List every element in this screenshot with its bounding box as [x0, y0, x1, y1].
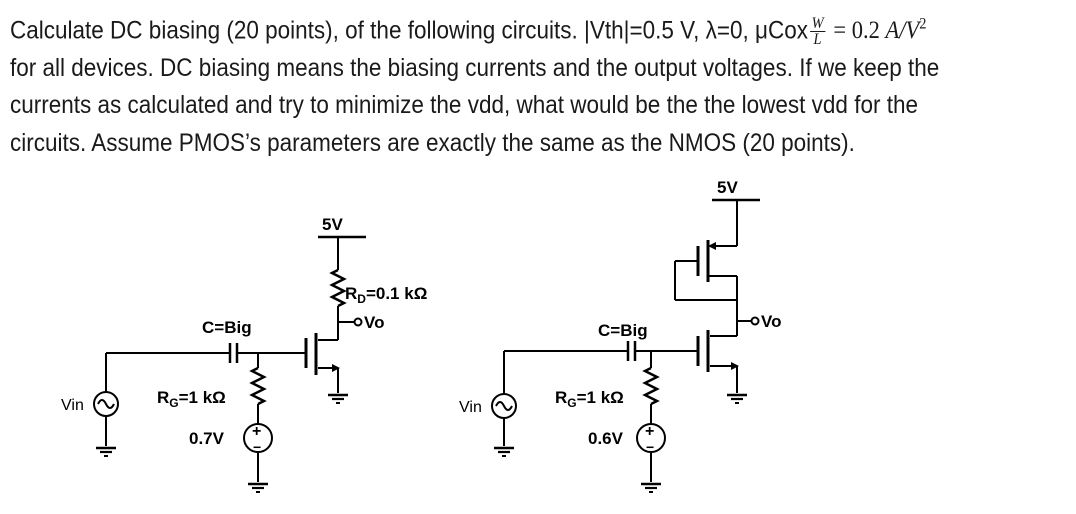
plus-sign-left: + — [252, 423, 262, 440]
vdd-label-right: 5V — [717, 178, 738, 197]
vin-label-left: Vin — [61, 397, 84, 414]
rg-resistor-left — [252, 368, 264, 404]
ground-icon — [96, 448, 116, 456]
mucox-unit: A/V — [885, 17, 920, 45]
vsrc-label-right: 0.6V — [588, 429, 623, 448]
rg-value-right: =1 kΩ — [576, 388, 624, 407]
fraction-numerator: W — [811, 15, 824, 33]
ground-icon — [328, 395, 348, 403]
mucox-value-number: = 0.2 — [833, 17, 880, 45]
minus-sign-right: − — [646, 439, 655, 455]
problem-line-3: currents as calculated and try to minimize the vdd, what would be the the lowest vdd for the — [10, 91, 918, 120]
vo-label-left: Vo — [364, 313, 385, 332]
rd-label-left — [345, 284, 427, 306]
minus-sign-left: − — [253, 439, 262, 455]
rg-subscript-right: G — [567, 396, 577, 410]
fraction-denominator: L — [813, 31, 822, 49]
circuit-right — [492, 200, 760, 492]
problem-line-4: circuits. Assume PMOS’s parameters are exactly the same as the NMOS (20 points). — [10, 128, 855, 157]
ground-icon — [494, 448, 514, 456]
ground-icon — [727, 395, 747, 403]
rg-resistor-right — [645, 368, 657, 404]
ground-icon — [641, 484, 661, 492]
mucox-unit-exponent: 2 — [919, 16, 927, 33]
circuit-left — [94, 237, 366, 492]
vdd-label-left: 5V — [322, 215, 343, 234]
rg-label-right — [555, 388, 624, 410]
rg-letter-left: R — [157, 388, 170, 407]
rd-letter-left: R — [345, 284, 358, 303]
plus-sign-right: + — [645, 423, 655, 440]
rg-value-left: =1 kΩ — [178, 388, 226, 407]
rg-subscript-left: G — [169, 396, 179, 410]
cap-label-right: C=Big — [598, 321, 648, 340]
vsrc-label-left: 0.7V — [189, 429, 224, 448]
sine-icon — [496, 402, 512, 410]
vin-label-right: Vin — [459, 399, 482, 416]
vo-terminal-right — [752, 318, 759, 325]
rd-value-left: =0.1 kΩ — [365, 284, 428, 303]
rd-resistor-left — [332, 270, 344, 306]
cap-label-left: C=Big — [202, 318, 252, 337]
problem-line-1-text: Calculate DC biasing (20 points), of the following circuits. |Vth|=0.5 V, λ=0, μCox — [10, 16, 808, 45]
problem-line-2: for all devices. DC biasing means the biasing currents and the output voltages. If we keep the — [10, 53, 940, 82]
vo-terminal-left — [355, 319, 362, 326]
vo-label-right: Vo — [761, 312, 782, 331]
ground-icon — [248, 484, 268, 492]
rg-label-left — [157, 388, 226, 410]
rd-subscript-left: D — [357, 292, 366, 306]
sine-icon — [98, 400, 114, 408]
rg-letter-right: R — [555, 388, 568, 407]
